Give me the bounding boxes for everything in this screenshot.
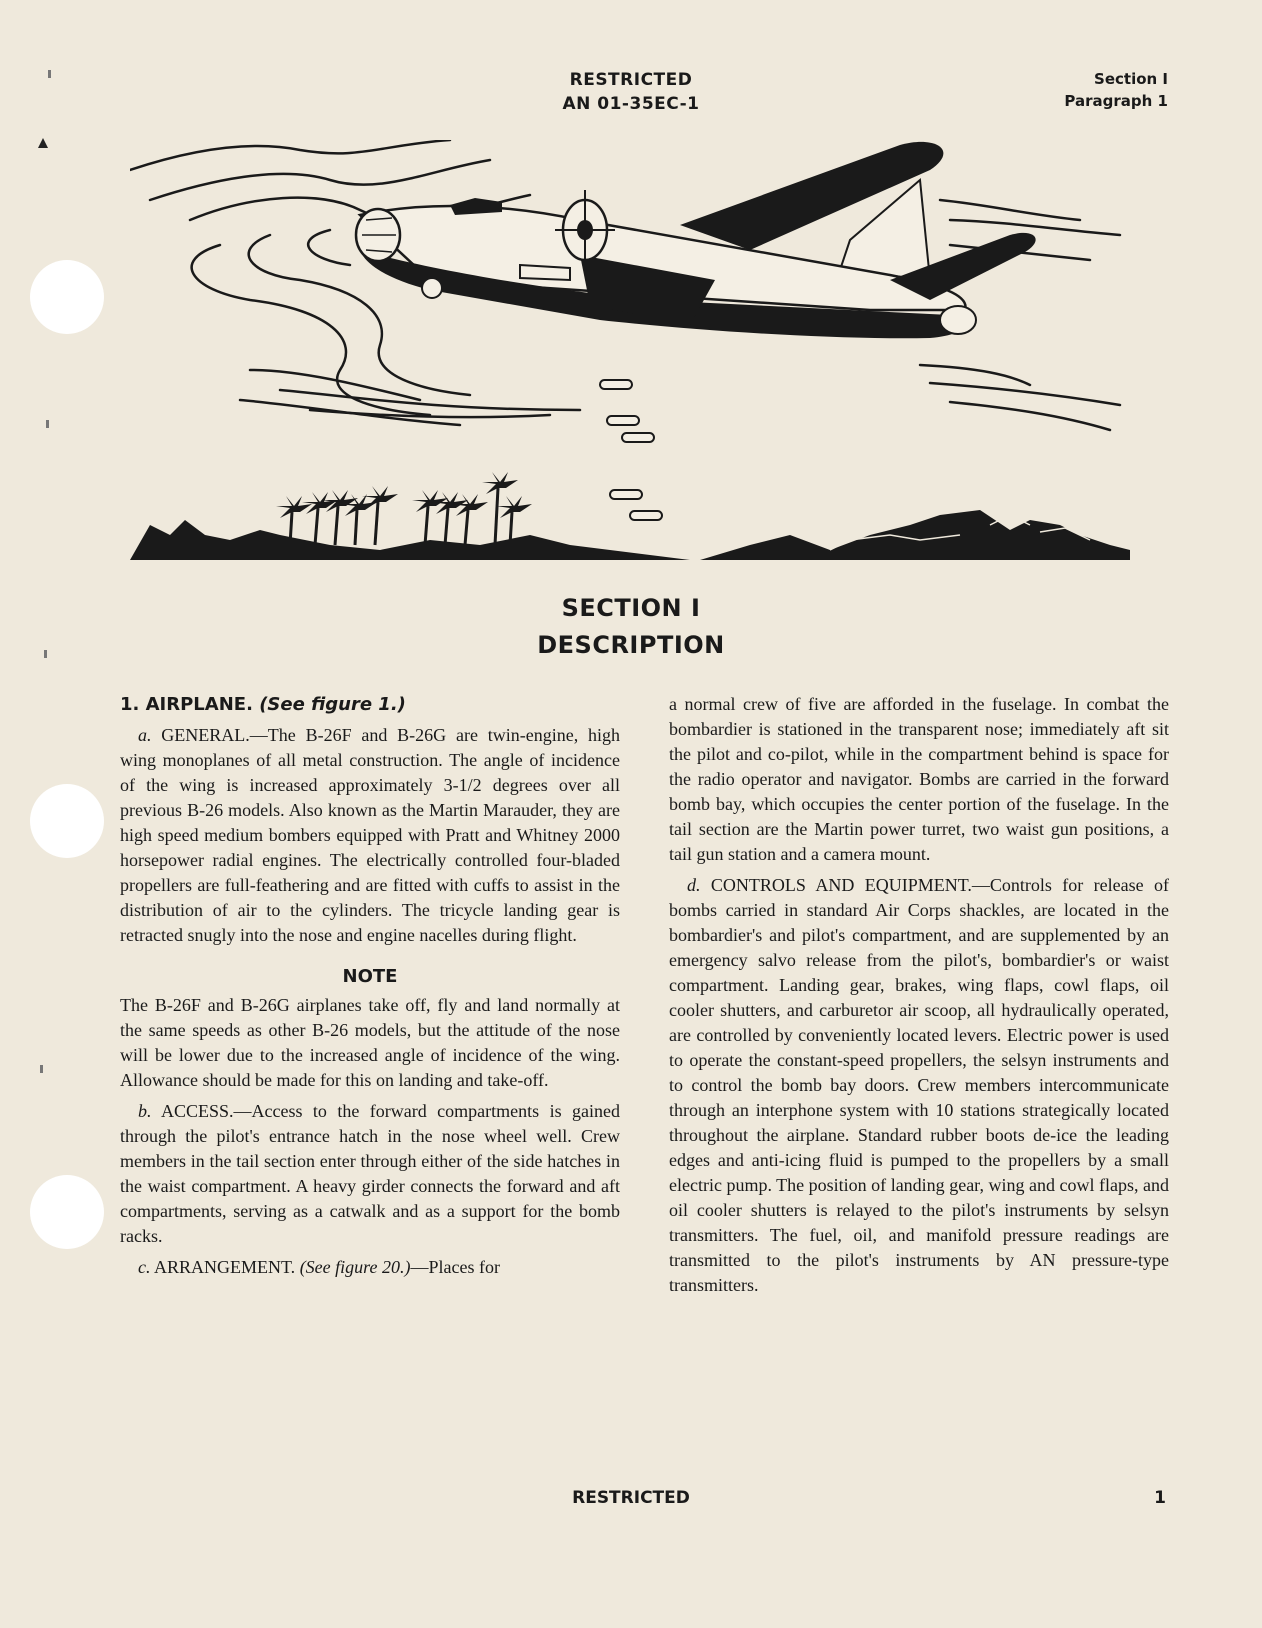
text-column-right: [669, 692, 1169, 1304]
general-text: —The B-26F and B-26G are twin-engine, high wing monoplanes of all metal construction. The angle of incidence of the wing is increased approximately 3-1/2 degrees over all previous B-26 models. Also known as the Martin Marauder, they are high speed medium bombers equipped with Pratt and Whitney 2000 horsepower radial engines. The electrically controlled four-bladed propellers are full-feathering and are fitted with cuffs to assist in the distribution of air to the cylinders. The tricycle landing gear is retracted snugly into the nose and engine nacelles during flight.: [120, 725, 620, 945]
figure-reference: (See figure 1.): [259, 694, 406, 715]
arrangement-paragraph: [120, 1255, 620, 1280]
binder-hole-top: [30, 260, 104, 334]
binder-hole-middle: [30, 784, 104, 858]
section-heading: [0, 590, 1262, 664]
general-paragraph: [120, 723, 620, 948]
controls-label: d.: [687, 875, 701, 895]
controls-text: —Controls for release of bombs carried in standard Air Corps shackles, are located in the bombardier's and pilot's compartment, and are supplemented by an emergency salvo release from the pilot's, bombardier's or waist compartment. Landing gear, brakes, wing flaps, cowl flaps, oil cooler shutters, and carburetor air scoop, all hydraulically operated, are controlled by conveniently located levers. Electric power is used to operate the constant-speed propellers, the selsyn instruments and to control the bomb bay doors. Crew members intercommunicate through an interphone system with 10 stations strategically located throughout the airplane. Standard rubber boots de-ice the leading edges and anti-icing fluid is pumped to the propellers by a small electric pump. The position of landing gear, wing and cowl flaps, and oil cooler shutters is relayed to the pilot's instruments by selsyn transmitters. The fuel, oil, and manifold pressure readings are transmitted to the pilot's instruments by AN pressure-type transmitters.: [669, 875, 1170, 1295]
arrangement-label: c.: [138, 1257, 151, 1277]
footer-classification: RESTRICTED: [572, 1488, 690, 1508]
controls-title: CONTROLS AND EQUIPMENT.: [710, 875, 972, 895]
page-number: 1: [1154, 1488, 1166, 1508]
aircraft-graphic: [356, 142, 1036, 338]
note-title: NOTE: [342, 966, 398, 987]
arrangement-text-start: —Places for: [410, 1257, 500, 1277]
controls-paragraph: [669, 873, 1169, 1298]
section-title: SECTION I: [561, 594, 701, 622]
paragraph-heading: [120, 692, 620, 717]
general-label: a.: [138, 725, 152, 745]
section-subtitle: DESCRIPTION: [537, 631, 725, 659]
header-paragraph: Paragraph 1: [1064, 92, 1168, 110]
margin-triangle-icon: [38, 138, 48, 148]
note-text: The B-26F and B-26G airplanes take off, fly and land normally at the same speeds as other B-26 models, but the attitude of the nose will be lower due to the increased angle of incidence of the wing. Allowance should be made for this on landing and take-off.: [120, 995, 620, 1090]
margin-mark: [40, 1065, 43, 1073]
text-column-left: [120, 692, 620, 1286]
paragraph-heading-text: 1. AIRPLANE.: [120, 694, 253, 715]
binder-hole-bottom: [30, 1175, 104, 1249]
header-section: Section I: [1094, 70, 1168, 88]
arrangement-title: ARRANGEMENT.: [154, 1257, 296, 1277]
header-section-ref: [1064, 68, 1168, 112]
header-classification: RESTRICTED: [569, 70, 693, 90]
arrangement-figure-ref: (See figure 20.): [299, 1257, 411, 1277]
access-title: ACCESS.: [160, 1101, 234, 1121]
bombs-graphic: [600, 380, 662, 520]
bomber-illustration: [130, 140, 1170, 590]
general-title: GENERAL.: [161, 725, 250, 745]
header-doc-number: AN 01-35EC-1: [562, 94, 700, 114]
access-text: —Access to the forward compartments is gained through the pilot's entrance hatch in the nose wheel well. Crew members in the tail section enter through either of the side hatches in the waist compartment. A heavy girder connects the forward and aft compartments, serving as a catwalk and as a support for the bomb racks.: [120, 1101, 620, 1246]
access-label: b.: [138, 1101, 152, 1121]
margin-mark: [46, 420, 49, 428]
arrangement-continued: a normal crew of five are afforded in the fuselage. In combat the bombardier is stationed in the transparent nose; immediately aft sit the pilot and co-pilot, while in the compartment behind is space for the radio operator and navigator. Bombs are carried in the forward bomb bay, which occupies the center portion of the fuselage. In the tail section are the Martin power turret, two waist gun positions, a tail gun station and a camera mount.: [669, 694, 1169, 864]
access-paragraph: [120, 1099, 620, 1249]
